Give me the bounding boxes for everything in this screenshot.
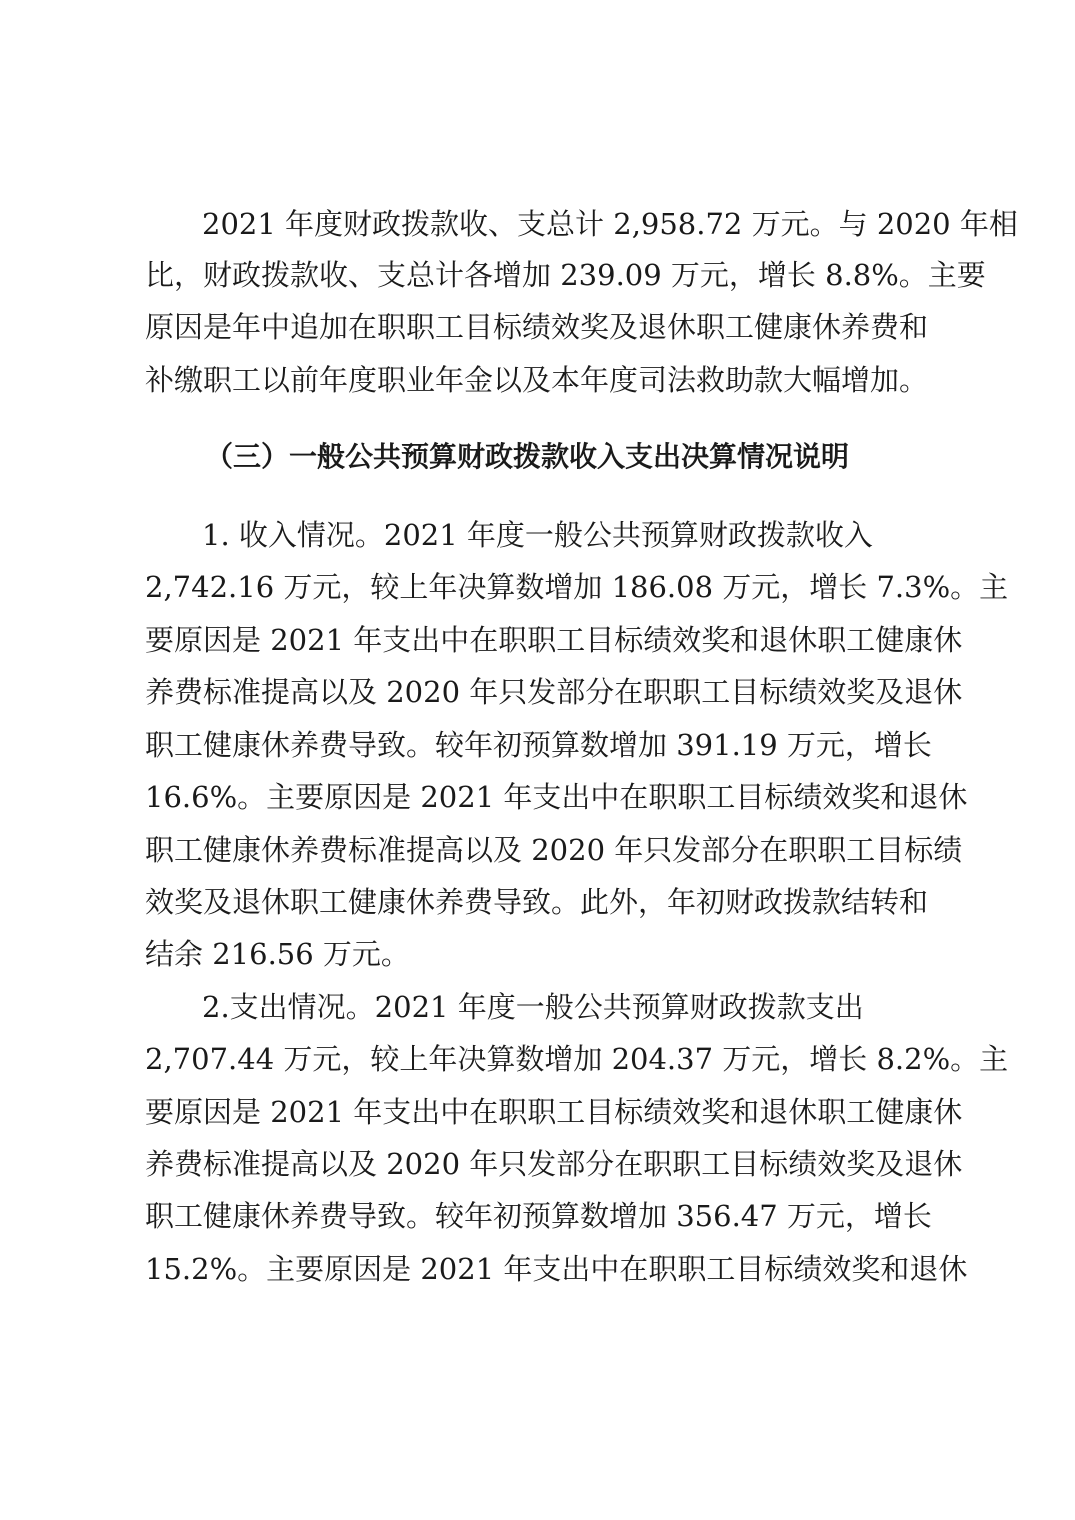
section-heading-text: （三）一般公共预算财政拨款收入支出决算情况说明	[205, 440, 850, 473]
expense-paragraph-line	[0, 1039, 1075, 1079]
paragraph-1-line	[0, 255, 1075, 295]
text-line: 2,707.44 万元，较上年决算数增加 204.37 万元，增长 8.2%。主	[145, 1042, 1009, 1076]
income-paragraph-line	[0, 882, 1075, 922]
income-paragraph-line	[0, 620, 1075, 660]
income-paragraph-line	[0, 830, 1075, 870]
income-paragraph-line	[0, 515, 1075, 555]
income-paragraph-line	[0, 672, 1075, 712]
paragraph-1-line	[0, 204, 1075, 244]
expense-paragraph-line	[0, 1144, 1075, 1184]
text-line: 原因是年中追加在职职工目标绩效奖及退休职工健康休养费和	[145, 310, 929, 344]
expense-paragraph-line	[0, 1196, 1075, 1236]
paragraph-1-line	[0, 360, 1075, 400]
text-line: 1. 收入情况。2021 年度一般公共预算财政拨款收入	[202, 518, 873, 552]
text-line: 职工健康休养费导致。较年初预算数增加 356.47 万元，增长	[145, 1199, 932, 1233]
text-line: 15.2%。主要原因是 2021 年支出中在职职工目标绩效奖和退休	[145, 1252, 968, 1286]
income-paragraph-line	[0, 934, 1075, 974]
expense-paragraph-line	[0, 987, 1075, 1027]
text-line: 2021 年度财政拨款收、支总计 2,958.72 万元。与 2020 年相	[202, 207, 1018, 241]
text-line: 补缴职工以前年度职业年金以及本年度司法救助款大幅增加。	[145, 363, 929, 397]
text-line: 职工健康休养费标准提高以及 2020 年只发部分在职职工目标绩	[145, 833, 963, 867]
text-line: 养费标准提高以及 2020 年只发部分在职职工目标绩效奖及退休	[145, 675, 963, 709]
text-line: 要原因是 2021 年支出中在职职工目标绩效奖和退休职工健康休	[145, 623, 963, 657]
paragraph-1-line	[0, 307, 1075, 347]
expense-paragraph-line	[0, 1249, 1075, 1289]
text-line: 养费标准提高以及 2020 年只发部分在职职工目标绩效奖及退休	[145, 1147, 963, 1181]
text-line: 要原因是 2021 年支出中在职职工目标绩效奖和退休职工健康休	[145, 1095, 963, 1129]
income-paragraph-line	[0, 777, 1075, 817]
text-line: 职工健康休养费导致。较年初预算数增加 391.19 万元，增长	[145, 728, 932, 762]
text-line: 比，财政拨款收、支总计各增加 239.09 万元，增长 8.8%。主要	[145, 258, 986, 292]
text-line: 效奖及退休职工健康休养费导致。此外，年初财政拨款结转和	[145, 885, 929, 919]
income-paragraph-line	[0, 725, 1075, 765]
text-line: 结余 216.56 万元。	[145, 937, 410, 971]
text-line: 2.支出情况。2021 年度一般公共预算财政拨款支出	[202, 990, 864, 1024]
text-line: 16.6%。主要原因是 2021 年支出中在职职工目标绩效奖和退休	[145, 780, 968, 814]
text-line: 2,742.16 万元，较上年决算数增加 186.08 万元，增长 7.3%。主	[145, 570, 1009, 604]
expense-paragraph-line	[0, 1092, 1075, 1132]
section-heading	[0, 437, 1075, 477]
income-paragraph-line	[0, 567, 1075, 607]
